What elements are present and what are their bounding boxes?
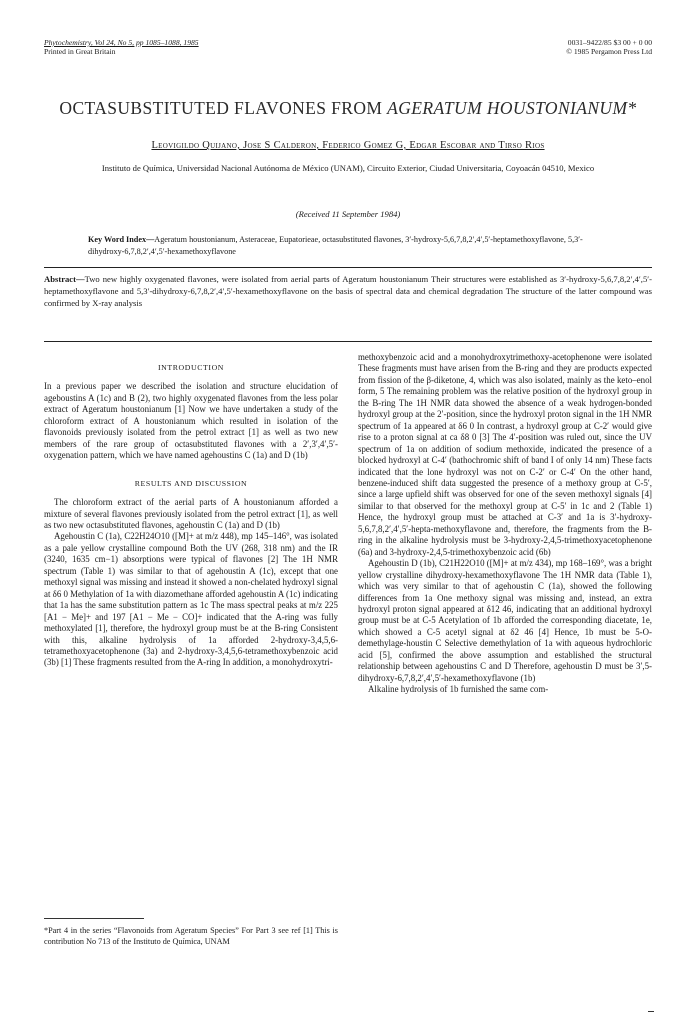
introduction-heading: INTRODUCTION [157, 363, 225, 372]
received-date [30, 209, 666, 219]
left-column [44, 362, 338, 669]
results-heading: RESULTS AND DISCUSSION [134, 478, 248, 488]
abstract-label: Abstract— [44, 274, 85, 284]
introduction-paragraph: In a previous paper we described the isolation and structure elucidation of ageboustins A (1c) and B (2), two highly oxygenated flavones from the less polar extract of Ageratum houstonianum [1] Now we have undertaken a study of the chloroform extract of A houstonianum which resulted in isolation of the flavonoids previously isolated from the petrol extract [1] as well as two new members of the rare group of octasubstituted flavones with a 2′,3′,4′,5′-oxygenation pattern, which we have named agehoustins C (1a) and D (1b) [44, 381, 338, 461]
results-paragraph-2: Agehoustin C (1a), C22H24O10 ([M]+ at m/z 448), mp 145–146°, was isolated as a pale yellow crystalline compound Both the UV (268, 318 nm) and the IR (3240, 1635 cm−1) absorptions were typical of flavones [2] The 1H NMR spectrum (Table 1) was similar to that of agehoustin A (1c), except that one methoxyl signal was missing and instead it showed a non-chelated hydroxyl signal at δ6 0 Methylation of 1a with diazomethane afforded agehoustin A (1c) indicating that 1a has the same substitution pattern as 1c The mass spectral peaks at m/z 225 [A1 − Me]+ and 197 [A1 − Me − CO]+ indicated that the A-ring was fully methoxylated [1], therefore, the hydroxyl group must be at the B-ring Consistent with this, alkaline hydrolysis of 1a afforded 2-hydroxy-3,4,5,6-tetramethoxyacetophenone (3a) and 2-hydroxy-3,4,5,6-tetramethoxybenzoic acid (3b) [1] These fragments resulted from the A-ring In addition, a monohydroxytri- [44, 531, 338, 668]
right-paragraph-2: Agehoustin D (1b), C21H22O10 ([M]+ at m/z 434), mp 168–169°, was a bright yellow crystalline dihydroxy-hexamethoxyflavone The 1H NMR data (Table 1), which was very similar to that of agehoustin C (1a), showed the following differences from 1a One methoxy signal was missing and, instead, an extra hydroxyl proton signal appeared at δ12 46, indicating that an additional hydroxyl group must be at C-5 Acetylation of 1b afforded the corresponding diacetate, 1e, which showed a C-5 acetyl signal at δ2 46 [4] Hence, 1b must be 5-O-demethylage-houstin C Selective demethylation of 1a with aqueous hydrochloric acid [5], confirmed the above assumption and established the structural relationship between agehoustins C and D Therefore, agehoustin D must be 3′,5-dihydroxy-6,7,8,2′,4′,5′-hexamethoxyflavone (1b) [358, 558, 652, 683]
abstract-text: Two new highly oxygenated flavones, were isolated from aerial parts of Ageratum houstonianum Their structures were established as 3′-hydroxy-5,6,7,8,2′,4′,5′-heptamethoxyflavone and 5,3′-dihydroxy-6,7,8,2′,4′,5′-hexamethoxyflavone on the basis of spectral data and chemical degradation The structure of the latter compound was confirmed by X-ray analysis [44, 274, 652, 308]
received-text: (Received 11 September 1984) [295, 209, 401, 219]
right-paragraph-3: Alkaline hydrolysis of 1b furnished the same com- [368, 684, 549, 695]
right-column [358, 352, 652, 696]
results-paragraph-1: The chloroform extract of the aerial parts of A houstonianum afforded a mixture of several flavones previously isolated from the petrol extract [1], as well as two new octasubstituted flavones, agehoustin C (1a) and D (1b) [44, 497, 338, 530]
affiliation: Instituto de Química, Universidad Nacional Autónoma de México (UNAM), Circuito Exterior, Ciudad Universitaria, Coyoacán 04510, Mexico [101, 163, 595, 173]
footnote-rule [44, 918, 144, 919]
keywords-text: Ageratum houstonianum, Asteraceae, Eupatorieae, octasubstituted flavones, 3′-hydroxy-5,6,7,8,2′,4′,5′-heptamethoxyflavone, 5,3′-dihydroxy-6,7,8,2′,4′,5′-hexamethoxyflavone [88, 235, 583, 256]
issn-code: 0031–9422/85 $3 00 + 0 00 [567, 38, 652, 47]
title-main: OCTASUBSTITUTED FLAVONES FROM [59, 98, 388, 118]
publisher-header [566, 38, 652, 56]
journal-citation: Phytochemistry, Vol 24, No 5, pp 1085–1088, 1985 [44, 38, 199, 47]
page-dash-mark [648, 1011, 654, 1012]
right-paragraph-1: methoxybenzoic acid and a monohydroxytrimethoxy-acetophenone were isolated These fragments must have arisen from the B-ring and they are products expected from fission of the β-diketone, 4, which was also isolated, mainly as the keto–enol form, 5 The remaining problem was the relative position of the hydroxyl group in the B-ring The 1H NMR data showed the absence of a weak hydrogen-bonded hydroxyl group at the 2′-position, since the hydroxyl proton signal in the 1H NMR spectrum of 1a appeared at δ6 0 In contrast, a hydroxyl group at C-2′ would give rise to a proton signal at ca δ8 0 [3] The 4′-position was ruled out, since the UV spectrum of 1a on addition of sodium methoxide, indicated the presence of a blocked hydroxyl at C-4′ (bathochromic shift of band I of only 14 nm) These facts indicated that the lone hydroxyl was not on C-2′ or C-4′ On the other hand, benzene-induced shift data suggested the presence of a methoxy group at C-5′, since a large upfield shift was observed for one of the seven methoxyl signals [4] similar to that observed for the methoxyl group at C-5′ in 1c and 2 (Table 1) Hence, the hydroxyl group must be attached at C-3′ and 1a is 3′-hydroxy-5,6,7,8,2′,4′,5′-hepta-methoxyflavone and, therefore, the fragments from the B-ring in the alkaline hydrolysis must be 3-hydroxy-2,4,5-trimethoxyacetophenone (6a) and 3-hydroxy-2,4,5-trimethoxybenzoic acid (6b) [358, 352, 652, 557]
title-italic: AGERATUM HOUSTONIANUM* [387, 98, 637, 118]
author-list: Leovigildo Quijano, Jose S Calderon, Federico Gomez G, Edgar Escobar and Tirso Rios [151, 140, 545, 151]
copyright-line: © 1985 Pergamon Press Ltd [566, 47, 652, 56]
abstract-top-rule [44, 267, 652, 268]
footnote: *Part 4 in the series “Flavonoids from Ageratum Species” For Part 3 see ref [1] This is contribution No 713 of the Instituto de Química, UNAM [44, 926, 338, 946]
abstract-bottom-rule [44, 341, 652, 342]
paper-title [30, 98, 666, 119]
printed-location: Printed in Great Britain [44, 47, 116, 56]
journal-header [44, 38, 199, 56]
keywords-label: Key Word Index— [88, 235, 155, 244]
abstract [44, 274, 652, 309]
keyword-index [88, 234, 608, 258]
